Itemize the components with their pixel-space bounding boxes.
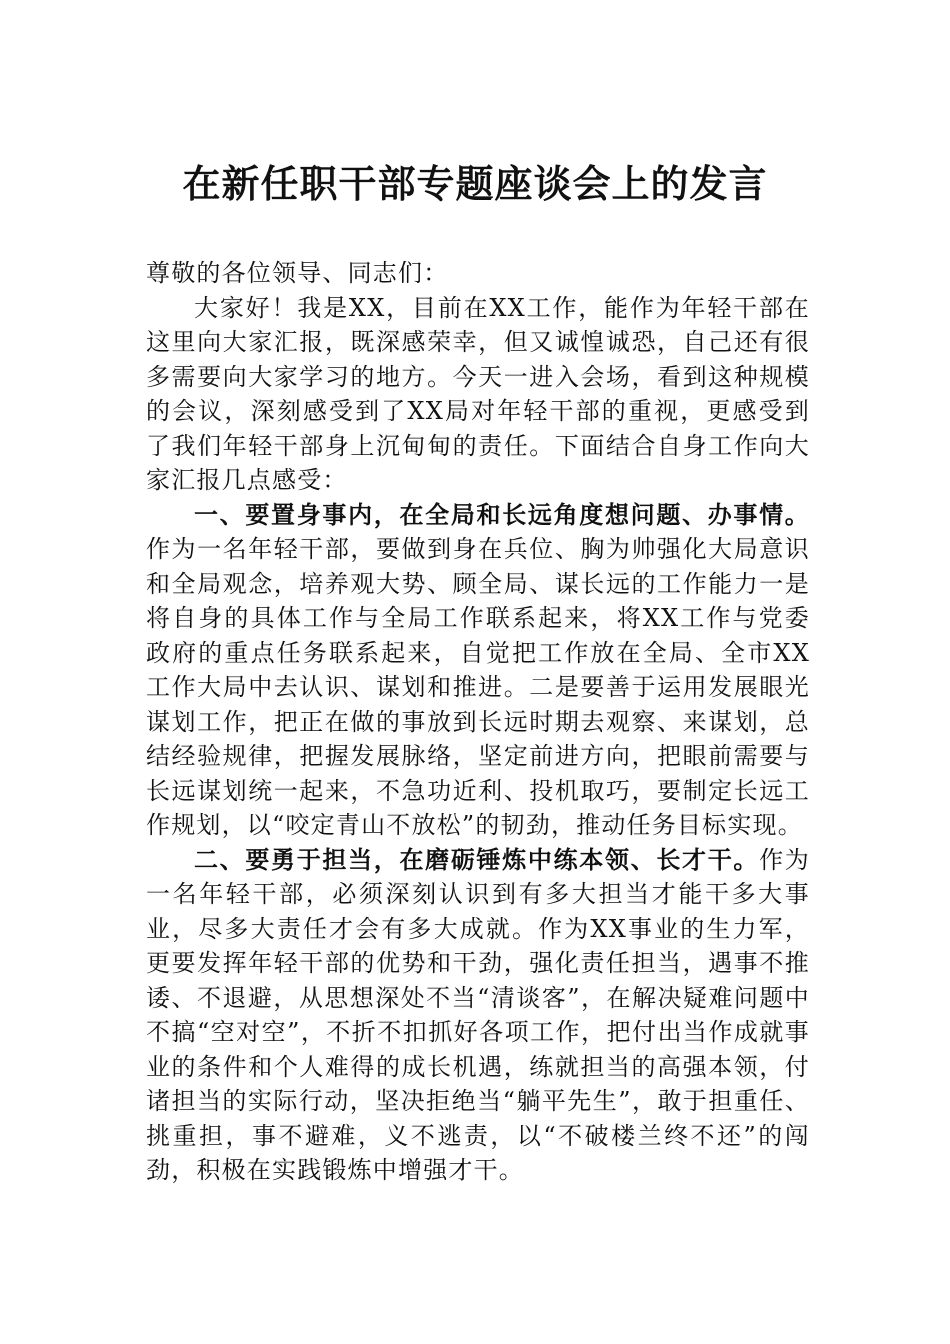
section-paragraph-2 (146, 843, 810, 1188)
salutation: 尊敬的各位领导、同志们： (146, 259, 449, 287)
section-text-1: 作为一名年轻干部，要做到身在兵位、胸为帅强化大局意识和全局观念，培养观大势、顾全局、谋长远的工作能力一是将自身的具体工作与全局工作联系起来，将XX工作与党委政府的重点任务联系起来，自觉把工作放在全局、全市XX工作大局中去认识、谋划和推进。二是要善于运用发展眼光谋划工作，把正在做的事放到长远时期去观察、来谋划，总结经验规律，把握发展脉络，坚定前进方向，把眼前需要与长远谋划统一起来，不急功近利、投机取巧，要制定长远工作规划，以“咬定青山不放松”的韧劲，推动任务目标实现。 (146, 535, 810, 839)
section-paragraph-1 (146, 498, 810, 843)
section-heading-2: 二、要勇于担当，在磨砺锤炼中练本领、长才干。 (194, 845, 760, 874)
section-heading-1: 一、要置身事内，在全局和长远角度想问题、办事情。 (194, 500, 810, 529)
document-body (146, 256, 810, 1188)
document-title: 在新任职干部专题座谈会上的发言 (182, 161, 768, 206)
intro-paragraph: 大家好！我是XX，目前在XX工作，能作为年轻干部在这里向大家汇报，既深感荣幸，但又诚惶诚恐，自己还有很多需要向大家学习的地方。今天一进入会场，看到这种规模的会议，深刻感受到了XX局对年轻干部的重视，更感受到了我们年轻干部身上沉甸甸的责任。下面结合自身工作向大家汇报几点感受： (146, 293, 810, 494)
section-text-2: 作为一名年轻干部，必须深刻认识到有多大担当才能干多大事业，尽多大责任才会有多大成就。作为XX事业的生力军，更要发挥年轻干部的优势和干劲，强化责任担当，遇事不推诿、不退避，从思想深处不当“清谈客”，在解决疑难问题中不搞“空对空”，不折不扣抓好各项工作，把付出当作成就事业的条件和个人难得的成长机遇，练就担当的高强本领，付诸担当的实际行动，坚决拒绝当“躺平先生”，敢于担重任、挑重担，事不避难，义不逃责，以“不破楼兰终不还”的闯劲，积极在实践锻炼中增强才干。 (146, 845, 810, 1184)
